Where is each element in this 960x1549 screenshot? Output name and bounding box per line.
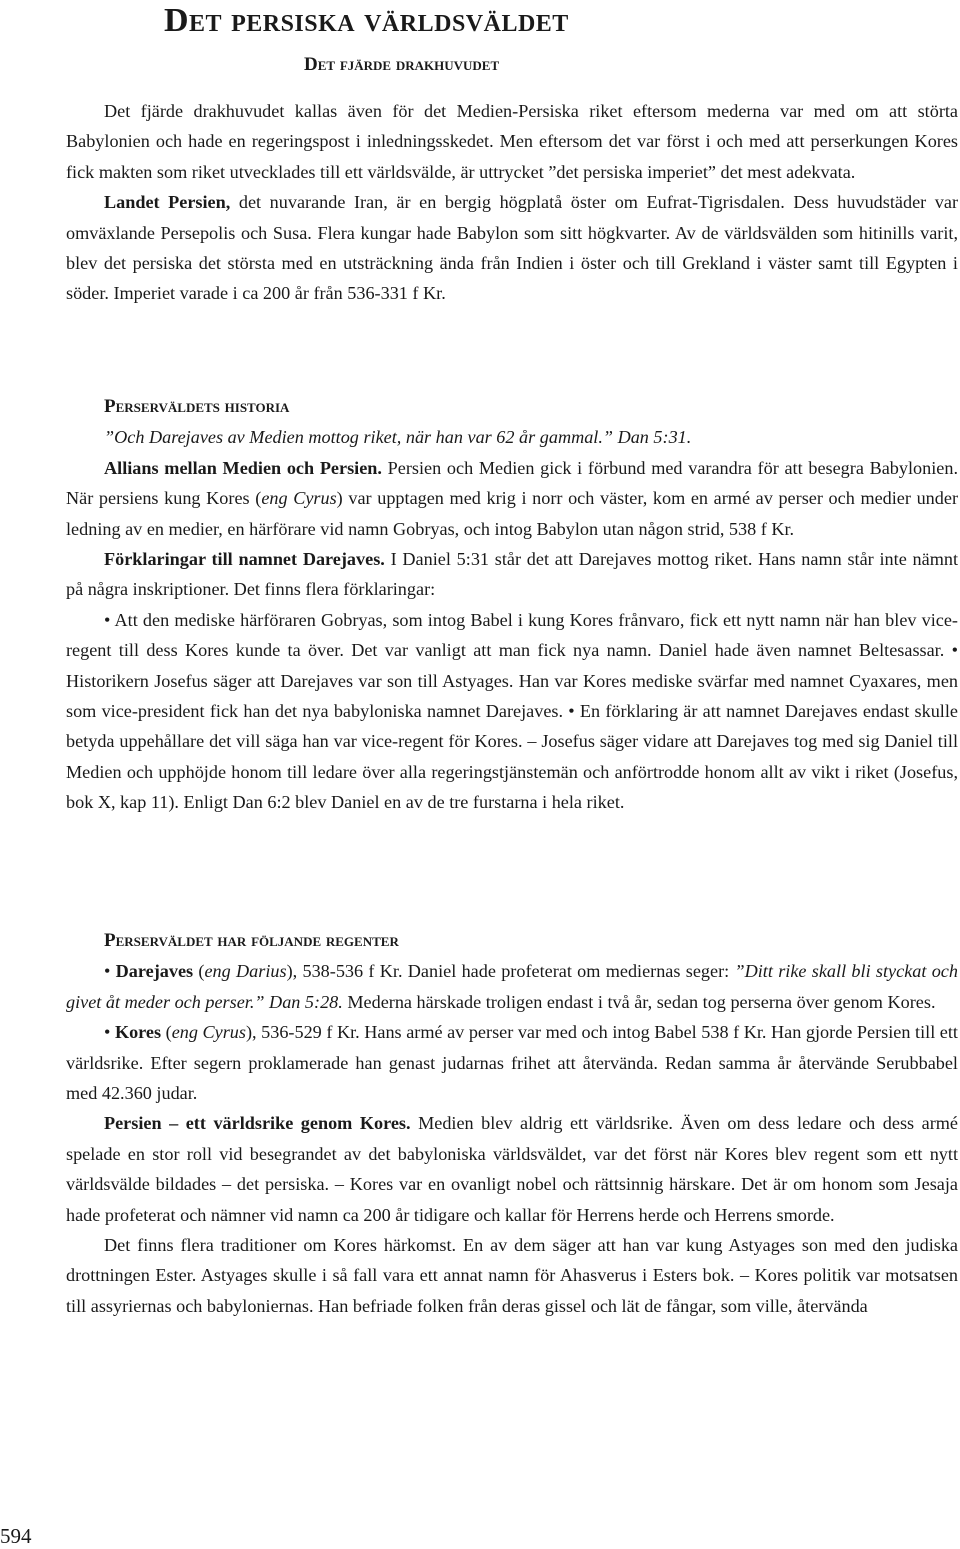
english-name: eng Darius bbox=[204, 961, 287, 982]
paragraph-text: det nuvarande Iran, är en bergig högplatå öster om Eufrat-Tigrisdalen. Dess huvudstäder var omväxlande Persepolis och Susa. Flera kungar hade Babylon som sitt högkvarter. Av de världsvälden som hitinills varit, blev det persiska det största med en utsträckning ända från Indien i öster och till Grekland i väster samt till Egypten i söder. Imperiet varade i ca 200 år från 536-331 f Kr. bbox=[66, 192, 958, 304]
english-name: eng Cyrus bbox=[261, 488, 337, 509]
paragraph-text: ( bbox=[161, 1022, 172, 1043]
bullet: • bbox=[104, 1022, 115, 1043]
paragraph-text: ) var upptagen med krig i norr och väster, kom en armé av perser och medier under ledning av en medier, en härförare vid namn Gobryas, och intog Babylon utan någon strid, 538 f Kr. bbox=[66, 488, 958, 539]
bold-lead: Landet Persien, bbox=[104, 192, 231, 213]
page-title: Det persiska världsväldet bbox=[164, 2, 569, 39]
explanations-paragraph bbox=[66, 544, 958, 605]
paragraph-text: I Daniel 5:31 står det att Darejaves mottog riket. Hans namn står inte nämnt på några inskriptioner. Det finns flera förklaringar: bbox=[66, 549, 959, 600]
bold-lead: Persien – ett världsrike genom Kores. bbox=[104, 1113, 411, 1134]
chapter-subtitle: Det fjärde drakhuvudet bbox=[304, 54, 500, 75]
paragraph-text: ( bbox=[193, 961, 205, 982]
paragraph-text: ), 538-536 f Kr. Daniel hade profeterat om mediernas seger: bbox=[286, 961, 735, 982]
paragraph-text: Persien och Medien gick i förbund med varandra för att besegra Babylonien. När persiens kung Kores ( bbox=[66, 457, 958, 509]
paragraph-text: Medien blev aldrig ett världsrike. Även om dess ledare och dess armé spelade en stor roll vid besegrandet av det babyloniska världsväldet, var det först när Kores blev regent som ett nytt världsvälde bildades – det persiska. – Kores var en ovanligt nobel och rättsinnig härskare. Det är om honom som Jesaja hade profeterat och nämner vid namn ca 200 år tidigare och kallar för Herrens herde och Herrens smorde. bbox=[66, 1113, 958, 1225]
quote-dan-5-31: ”Och Darejaves av Medien mottog riket, när han var 62 år gammal.” Dan 5:31. bbox=[104, 427, 692, 448]
section-heading-rulers: Perserväldet har följande regenter bbox=[104, 930, 399, 951]
rulers-section bbox=[66, 926, 958, 1321]
bold-lead: Allians mellan Medien och Persien. bbox=[104, 457, 382, 478]
intro-section bbox=[66, 96, 958, 309]
ruler-kores bbox=[66, 1017, 958, 1108]
world-empire-paragraph bbox=[66, 1108, 958, 1230]
paragraph-text: Mederna härskade troligen endast i två år, sedan tog perserna över genom Kores. bbox=[342, 991, 936, 1012]
intro-paragraph-1: Det fjärde drakhuvudet kallas även för det Medien-Persiska riket eftersom mederna var med om att störta Babylonien och hade en regeringspost i inledningsskedet. Men eftersom det var först i och med att perserkungen Kores fick makten som riket utvecklades till ett världsvälde, är uttrycket ”det persiska imperiet” det mest adekvata. bbox=[66, 101, 958, 182]
intro-paragraph-2 bbox=[66, 187, 958, 309]
ruler-darejaves bbox=[66, 956, 958, 1017]
bold-lead: Förklaringar till namnet Darejaves. bbox=[104, 549, 385, 570]
paragraph-text: ), 536-529 f Kr. Hans armé av perser var med och intog Babel 538 f Kr. Han gjorde Persien till ett världsrike. Efter segern proklamerade han genast judarnas frihet att återvända. Redan samma år återvände Serubbabel med 42.360 judar. bbox=[66, 1022, 958, 1104]
english-name: eng Cyrus bbox=[171, 1022, 246, 1043]
ruler-name: Darejaves bbox=[115, 961, 194, 982]
history-section bbox=[66, 392, 958, 818]
section-heading-history: Perserväldets historia bbox=[104, 396, 290, 417]
quote-dan-5-28: ”Ditt rike skall bli styckat och givet åt meder och perser.” Dan 5:28. bbox=[66, 961, 958, 1012]
bullet: • bbox=[104, 961, 116, 982]
traditions-paragraph: Det finns flera traditioner om Kores härkomst. En av dem säger att han var kung Astyages son med den judiska drottningen Ester. Astyages skulle i så fall vara ett annat namn för Ahasverus i Esters bok. – Kores politik var motsatsen till assyriernas och babyloniernas. Han befriade folken från deras gissel och lät de fångar, som ville, återvända bbox=[66, 1235, 958, 1316]
alliance-paragraph bbox=[66, 453, 958, 544]
ruler-name: Kores bbox=[114, 1022, 162, 1043]
page-number: 594 bbox=[0, 1524, 32, 1548]
explanations-bullets: • Att den mediske härföraren Gobryas, som intog Babel i kung Kores frånvaro, fick ett nytt namn när han blev vice-regent till dess Kores kunde ta över. Det var vanligt att man fick nya namn. Daniel hade även namnet Beltesassar. • Historikern Josefus säger att Darejaves var son till Astyages. Han var Kores mediske svärfar med namnet Cyaxares, men som vice-president fick han det nya babyloniska namnet Darejaves. • En förklaring är att namnet Darejaves endast skulle betyda uppehållare det vill säga han var vice-regent för Kores. – Josefus säger vidare att Darejaves tog med sig Daniel till Medien och upphöjde honom till ledare över alla regeringstjänstemän och anförtrodde honom allt av vikt i riket (Josefus, bok X, kap 11). Enligt Dan 6:2 blev Daniel en av de tre furstarna i hela riket. bbox=[66, 609, 958, 813]
